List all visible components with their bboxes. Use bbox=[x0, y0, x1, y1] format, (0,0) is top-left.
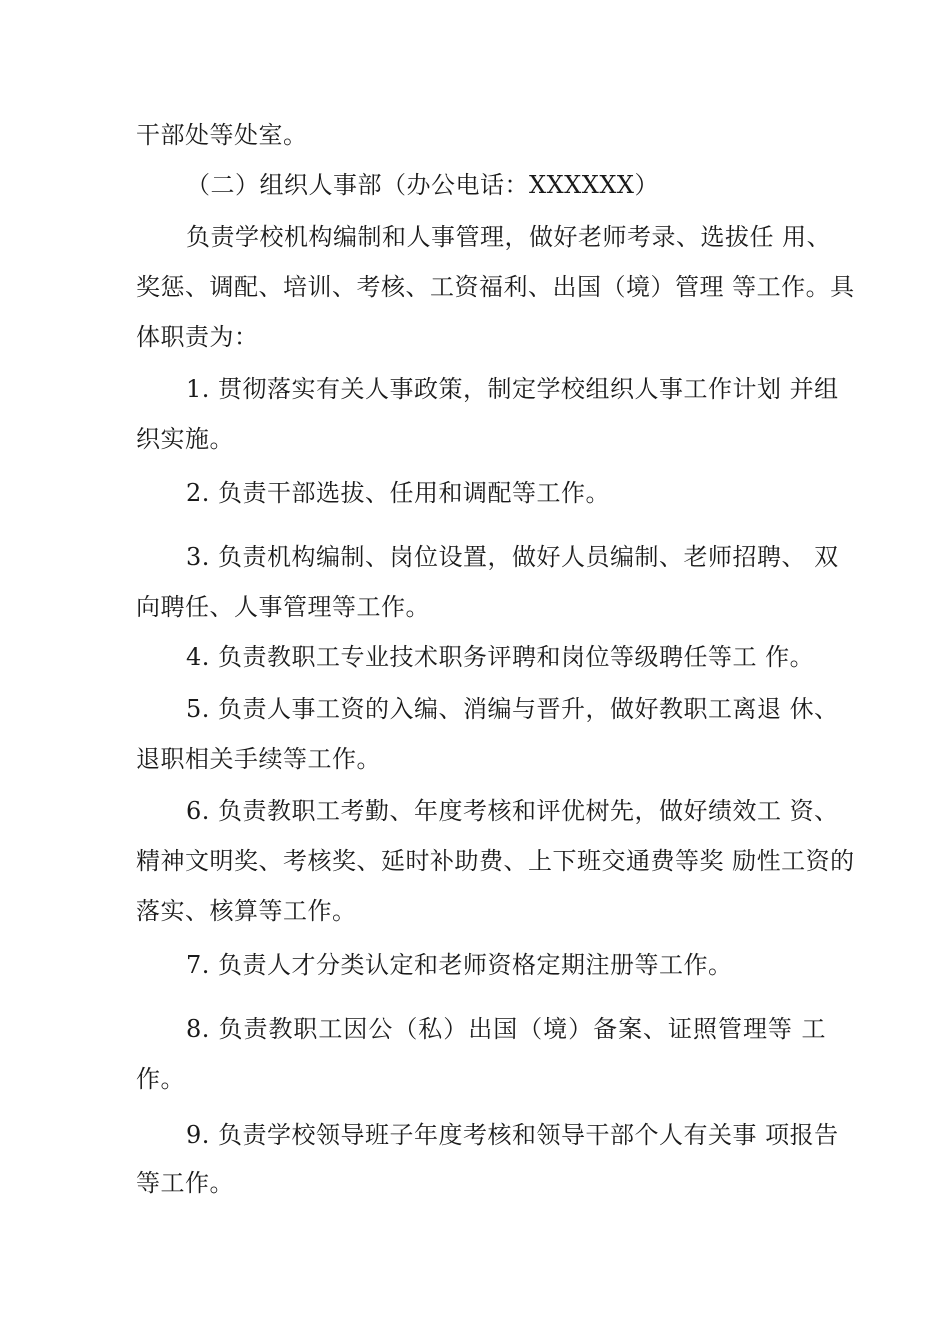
item-6-line-2: 精神文明奖、考核奖、延时补助费、上下班交通费等奖 励性工资的 bbox=[136, 847, 855, 875]
item-5-line-2: 退职相关手续等工作。 bbox=[136, 745, 381, 773]
continuation-line: 干部处等处室。 bbox=[136, 121, 308, 149]
item-5-line-1: 5. 负责人事工资的入编、消编与晋升，做好教职工离退 休、 bbox=[186, 695, 839, 723]
item-3-line-2: 向聘任、人事管理等工作。 bbox=[136, 593, 430, 621]
intro-line-2: 奖惩、调配、培训、考核、工资福利、出国（境）管理 等工作。具 bbox=[136, 273, 855, 301]
item-6-line-3: 落实、核算等工作。 bbox=[136, 897, 357, 925]
item-6-line-1: 6. 负责教职工考勤、年度考核和评优树先，做好绩效工 资、 bbox=[186, 797, 839, 825]
item-9-line-2: 等工作。 bbox=[136, 1169, 234, 1197]
item-1-line-1: 1. 贯彻落实有关人事政策，制定学校组织人事工作计划 并组 bbox=[186, 375, 839, 403]
item-2-line-1: 2. 负责干部选拔、任用和调配等工作。 bbox=[186, 479, 611, 507]
intro-line-3: 体职责为： bbox=[136, 323, 259, 351]
item-1-line-2: 织实施。 bbox=[136, 425, 234, 453]
item-8-line-2: 作。 bbox=[136, 1065, 185, 1093]
item-4-line-1: 4. 负责教职工专业技术职务评聘和岗位等级聘任等工 作。 bbox=[186, 643, 815, 671]
item-9-line-1: 9. 负责学校领导班子年度考核和领导干部个人有关事 项报告 bbox=[186, 1121, 839, 1149]
item-3-line-1: 3. 负责机构编制、岗位设置，做好人员编制、老师招聘、 双 bbox=[186, 543, 839, 571]
intro-line-1: 负责学校机构编制和人事管理，做好老师考录、选拔任 用、 bbox=[186, 223, 832, 251]
section-heading: （二）组织人事部（办公电话：XXXXXX） bbox=[186, 171, 660, 199]
item-7-line-1: 7. 负责人才分类认定和老师资格定期注册等工作。 bbox=[186, 951, 733, 979]
item-8-line-1: 8. 负责教职工因公（私）出国（境）备案、证照管理等 工 bbox=[186, 1015, 826, 1043]
